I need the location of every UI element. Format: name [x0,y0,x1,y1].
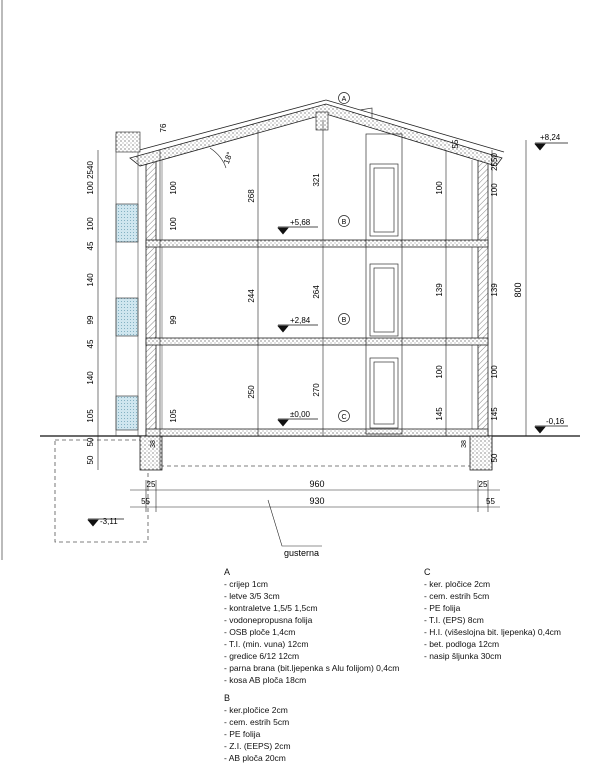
legend-item: - T.I. (min. vuna) 12cm [224,639,309,649]
legend-item: - cem. estrih 5cm [224,717,290,727]
legend-item: - H.I. (višeslojna bit. ljepenka) 0,4cm [424,627,561,637]
dim-left-45b: 45 [86,339,95,349]
legend-a [224,566,399,686]
dim-left-140a: 140 [86,273,95,287]
dim-139a: 139 [435,283,444,297]
legend-item: - nasip šljunka 30cm [424,651,502,661]
legend-item: - OSB ploče 1,4cm [224,627,296,637]
dim-left-50b: 50 [86,455,95,465]
dim-left-140b: 140 [86,371,95,385]
legend-c [424,566,561,662]
dim-right-100a: 100 [490,183,499,197]
dim-right-2550: 2550 [490,153,499,171]
dim-250: 250 [247,385,256,399]
point-c: C [341,414,347,421]
legend-b-title: B [224,693,231,703]
level-footing: -3,11 [100,517,118,526]
legend-item: - AB ploča 20cm [224,753,286,763]
legend-a-title: A [224,567,231,577]
dim-55-right: 55 [486,497,495,506]
legend-c-title: C [424,567,431,577]
legend-item: - Z.I. (EEPS) 2cm [224,741,291,751]
legend-item: - ker. pločice 2cm [424,579,491,589]
dim-left-2540: 2540 [86,161,95,179]
left-wall [146,156,156,436]
detail-points [339,93,350,422]
level-ridge: +8,24 [540,133,561,142]
dim-100c: 100 [169,181,178,195]
dim-left-100b: 100 [86,217,95,231]
point-a: A [341,96,347,103]
legend-item: - parna brana (bit.ljepenka s Alu folijom) 0,4cm [224,663,400,673]
dim-right-100b: 100 [490,365,499,379]
legend-item: - gredice 6/12 12cm [224,651,300,661]
point-b2: B [341,317,347,324]
dim-244: 244 [247,289,256,303]
legend-b-list [224,704,291,764]
dim-25-left: 25 [146,480,156,489]
dim-100e: 100 [435,181,444,195]
dim-left-100a: 100 [86,181,95,195]
level-floor2: +5,68 [290,218,311,227]
legend-a-list [224,578,399,686]
dim-55-left: 55 [141,497,150,506]
legend-item: - vodonepropusna folija [224,615,313,625]
dim-76: 76 [159,123,168,133]
legend-item: - T.I. (EPS) 8cm [424,615,484,625]
legend-b [224,692,291,764]
dim-105b: 105 [169,409,178,423]
doors [370,164,398,428]
legend-item: - PE folija [224,729,261,739]
level-ground: ±0,00 [290,410,310,419]
dim-38-left: 38 [150,440,157,448]
dim-270: 270 [312,383,321,397]
dim-960: 960 [309,479,325,489]
dim-264: 264 [312,285,321,299]
right-wall [478,156,488,436]
dim-25-right: 25 [478,480,488,489]
right-footing [470,436,492,470]
dim-930: 930 [309,496,325,506]
dim-right-145: 145 [490,407,499,421]
roof-angle: 18° [221,150,235,166]
legend-item: - cem. estrih 5cm [424,591,490,601]
dim-100f: 100 [435,365,444,379]
dim-321: 321 [312,173,321,187]
point-b1: B [341,219,347,226]
dim-99b: 99 [169,315,178,325]
dim-268: 268 [247,189,256,203]
legend-item: - bet. podloga 12cm [424,639,500,649]
legend-item: - PE folija [424,603,461,613]
level-terrain: -0,16 [546,417,565,426]
gusterna-label: gusterna [284,548,320,558]
roof [130,100,504,166]
dim-right-50: 50 [490,453,499,463]
dim-left-45a: 45 [86,241,95,251]
dim-left-50a: 50 [86,437,95,447]
dim-100d: 100 [169,217,178,231]
legend-item: - kosa AB ploča 18cm [224,675,307,685]
dim-right-139: 139 [490,283,499,297]
dim-total-800: 800 [513,282,523,298]
legend-c-list [424,578,561,662]
dim-55top: 55 [451,139,460,149]
legend-item: - kontraletve 1,5/5 1,5cm [224,603,318,613]
dim-left-99: 99 [86,315,95,325]
foundation [55,440,470,542]
legend-item: - letve 3/5 3cm [224,591,280,601]
floor-slabs [146,240,488,436]
dim-145a: 145 [435,407,444,421]
dim-left-105: 105 [86,409,95,423]
legend-item: - crijep 1cm [224,579,268,589]
level-floor1: +2,84 [290,316,311,325]
chimney [360,108,402,434]
legend-item: - ker.pločice 2cm [224,705,288,715]
dim-38-right: 38 [461,440,468,448]
balcony-glass [116,132,140,436]
